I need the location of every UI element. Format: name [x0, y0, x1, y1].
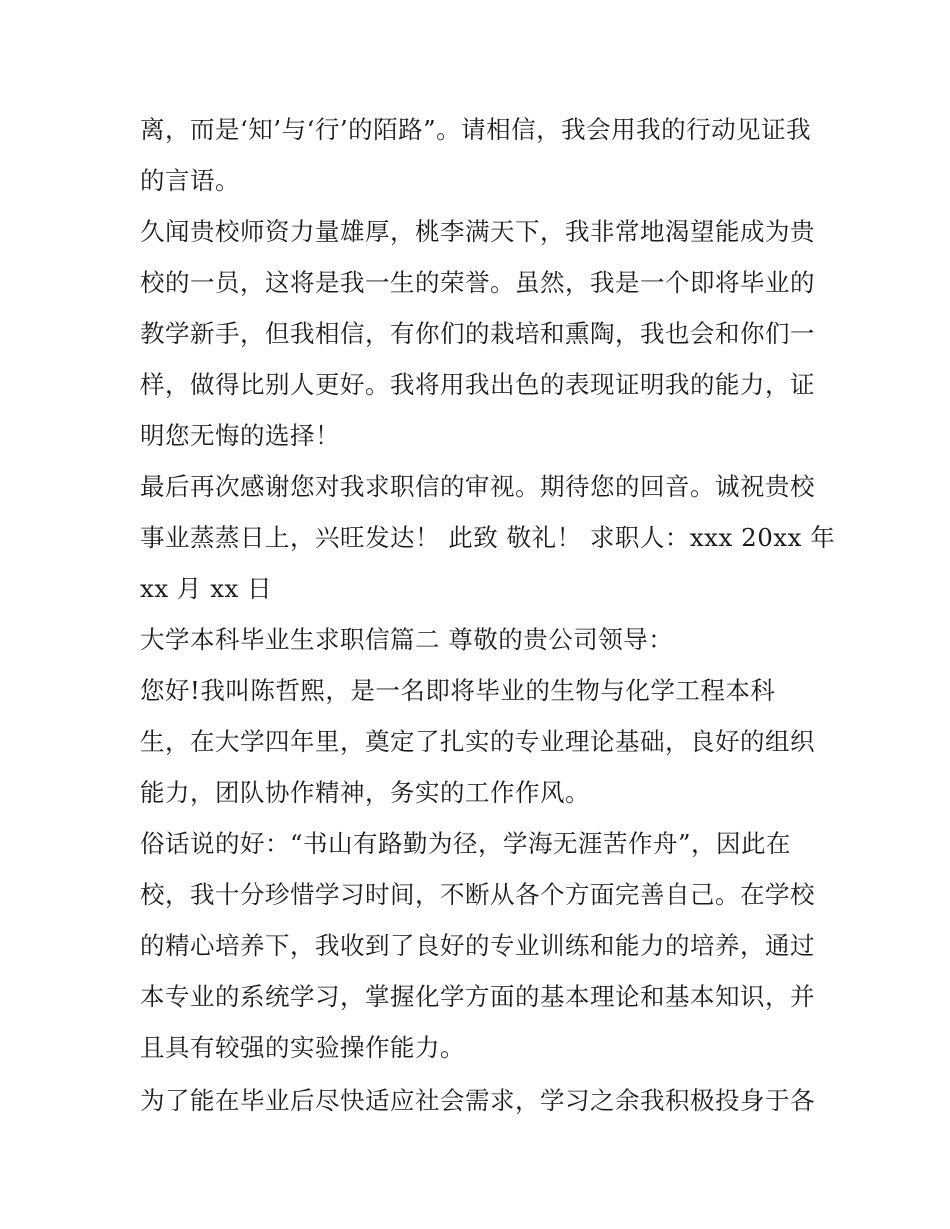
text-line: 校的一员，这将是我一生的荣誉。虽然，我是一个即将毕业的: [140, 268, 815, 297]
letter-body: [140, 104, 836, 1126]
text-line: 能力，团队协作精神，务实的工作作风。: [140, 778, 590, 807]
text-line: 的言语。: [140, 166, 240, 195]
text-line: 明您无悔的选择！: [140, 421, 340, 450]
text-line: 为了能在毕业后尽快适应社会需求，学习之余我积极投身于各: [140, 1086, 815, 1115]
text-line: 样，做得比别人更好。我将用我出色的表现证明我的能力，证: [140, 370, 815, 399]
text-line: 教学新手，但我相信，有你们的栽培和熏陶，我也会和你们一: [140, 319, 815, 348]
text-line: 的精心培养下，我收到了良好的专业训练和能力的培养，通过: [140, 931, 815, 960]
text-line: 您好!我叫陈哲熙，是一名即将毕业的生物与化学工程本科: [140, 676, 776, 705]
text-line: 最后再次感谢您对我求职信的审视。期待您的回音。诚祝贵校: [140, 472, 815, 501]
text-line: 校，我十分珍惜学习时间，不断从各个方面完善自己。在学校: [140, 880, 815, 909]
text-line: xx 月 xx 日: [140, 574, 273, 603]
text-line: 生，在大学四年里，奠定了扎实的专业理论基础，良好的组织: [140, 727, 815, 756]
text-line: 事业蒸蒸日上，兴旺发达！ 此致 敬礼！ 求职人：xxx 20xx 年: [140, 523, 836, 552]
text-line: 本专业的系统学习，掌握化学方面的基本理论和基本知识，并: [140, 982, 815, 1011]
text-line: 俗话说的好：“书山有路勤为径，学海无涯苦作舟”，因此在: [140, 829, 792, 858]
text-line: 离，而是‘知’与‘行’的陌路”。请相信，我会用我的行动见证我: [140, 115, 812, 144]
text-line: 且具有较强的实验操作能力。: [140, 1033, 465, 1062]
section-heading: 大学本科毕业生求职信篇二 尊敬的贵公司领导：: [140, 625, 674, 654]
text-line: 久闻贵校师资力量雄厚，桃李满天下，我非常地渴望能成为贵: [140, 217, 815, 246]
